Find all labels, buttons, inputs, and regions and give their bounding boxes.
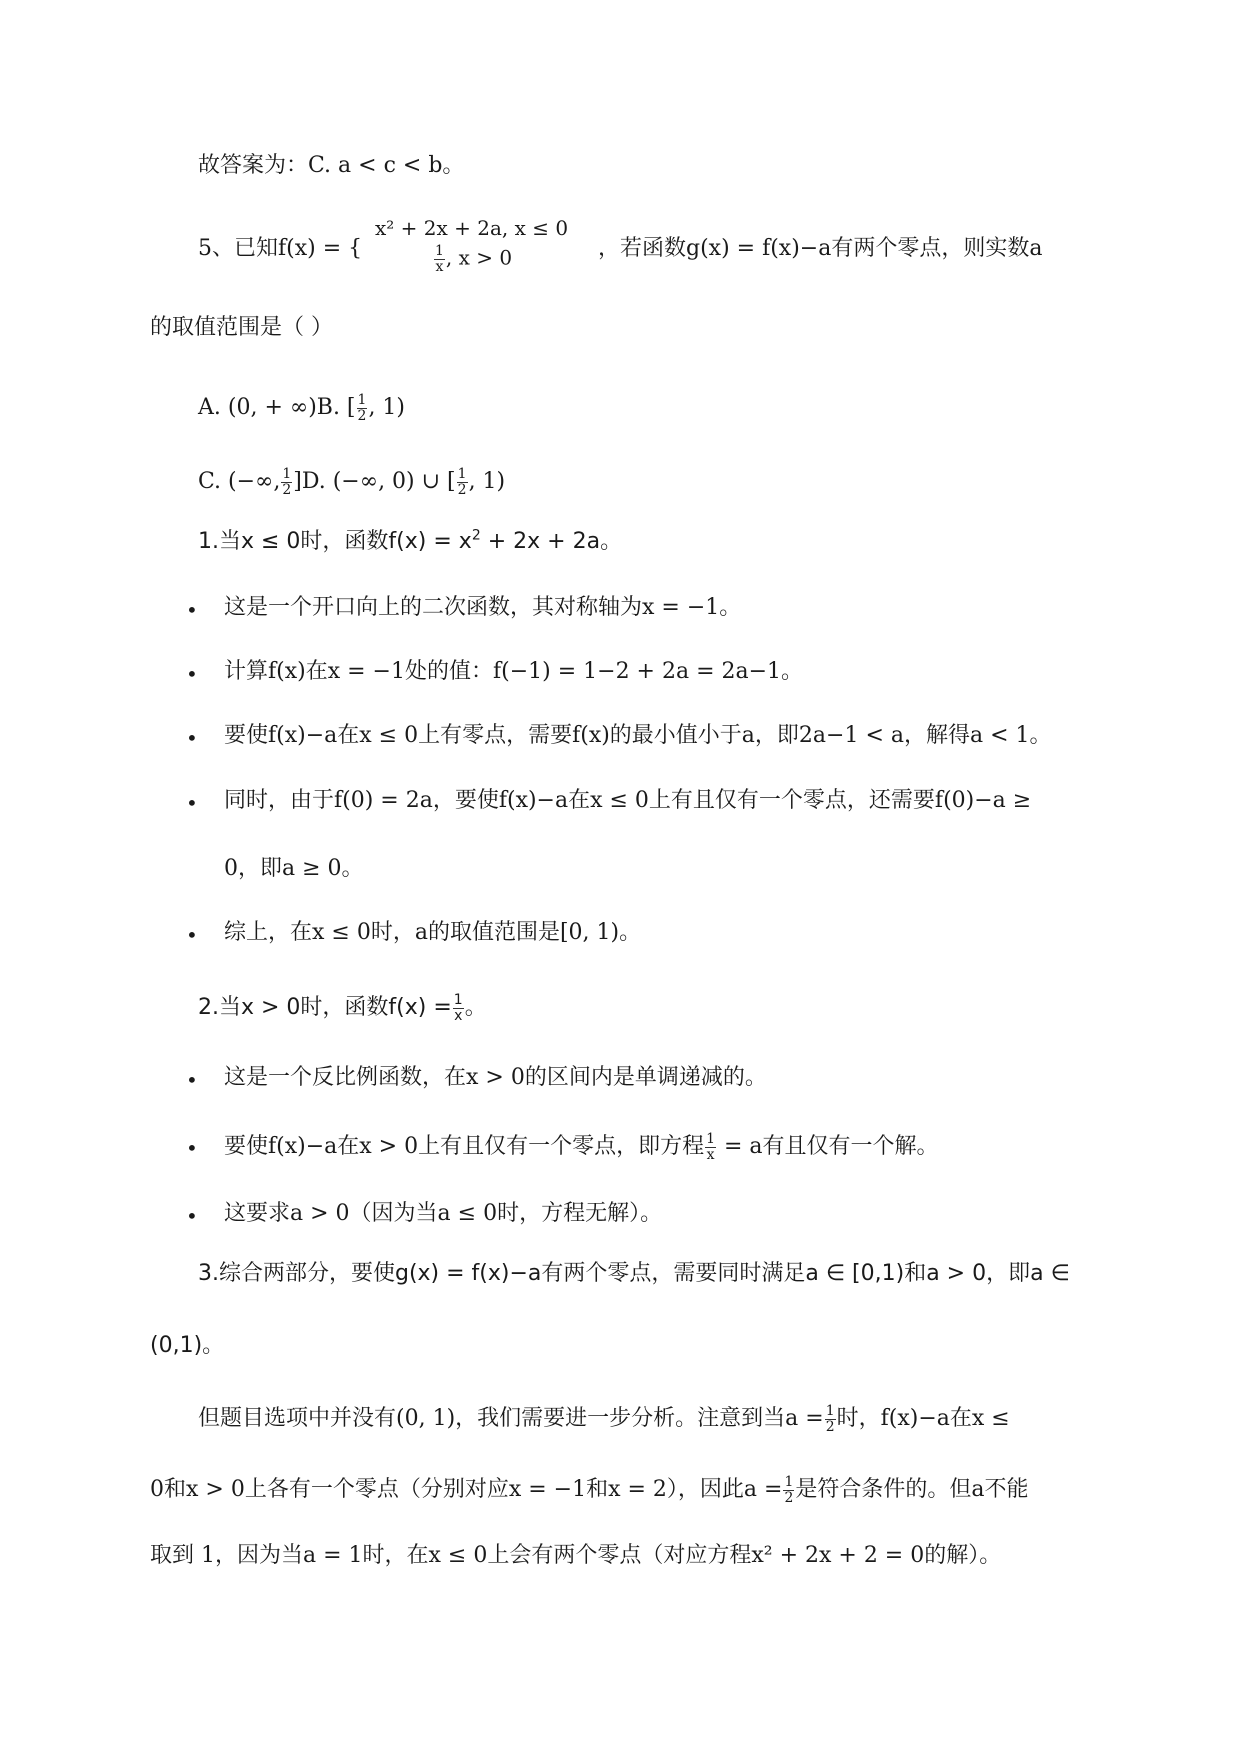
piecewise-case-2: $\frac{1}{x}$ , x > 0 xyxy=(435,243,513,275)
bullet-text: 计算f(x)在x = −1处的值：f(−1) = 1−2 + 2a = 2a−1。 xyxy=(224,659,804,684)
piecewise-case-1: x² + 2x + 2a, x ≤ 0 xyxy=(375,216,569,240)
bullet-icon: • xyxy=(186,598,198,622)
step-3-heading: 3.综合两部分，要使g(x) = f(x)−a有两个零点，需要同时满足a ∈ [0,1)和a > 0，即a ∈ xyxy=(198,1261,1070,1286)
piecewise-fraction: $\frac{1}{x}$ xyxy=(435,243,444,275)
bullet-text: 这要求a > 0（因为当a ≤ 0时，方程无解）。 xyxy=(224,1201,663,1226)
bullet-icon: • xyxy=(186,791,198,815)
bullet-text: 综上，在x ≤ 0时，a的取值范围是[0, 1)。 xyxy=(224,920,642,945)
question-5-lead: 5、已知f(x) = { xyxy=(198,236,363,261)
bullet-text: 这是一个开口向上的二次函数，其对称轴为x = −1。 xyxy=(224,595,742,620)
answer-line: 故答案为：C. a < c < b。 xyxy=(198,153,465,178)
bullet-icon: • xyxy=(186,662,198,686)
bullet-icon: • xyxy=(186,1068,198,1092)
step-3-continuation: (0,1)。 xyxy=(150,1333,225,1358)
bullet-icon: • xyxy=(186,1136,198,1160)
step-2-heading: 2.当x > 0时，函数f(x) = $\frac{1}{x}$ 。 xyxy=(198,992,487,1024)
bullet-text: 要使f(x)−a在x ≤ 0上有零点，需要f(x)的最小值小于a，即2a−1 < a，解得a < 1。 xyxy=(224,723,1052,748)
bullet-text: 要使f(x)−a在x > 0上有且仅有一个零点，即方程 $\frac{1}{x}$ = a有且仅有一个解。 xyxy=(224,1131,939,1163)
question-5-tail: ，若函数g(x) = f(x)−a有两个零点，则实数a xyxy=(598,236,1043,261)
bullet-icon: • xyxy=(186,1204,198,1228)
question-5-continuation: 的取值范围是（ ） xyxy=(150,315,333,340)
options-c-d: C. (−∞, $\frac{1}{2}$ ]D. (−∞, 0) ∪ [ $\frac{1}{2}$ , 1) xyxy=(198,466,506,498)
bullet-text: 同时，由于f(0) = 2a，要使f(x)−a在x ≤ 0上有且仅有一个零点，还需要f(0)−a ≥ xyxy=(224,788,1032,813)
bullet-text-continuation: 0，即a ≥ 0。 xyxy=(224,856,364,881)
step-1-heading: 1.当x ≤ 0时，函数$f(x) = x^2 + 2x + 2a$。 xyxy=(198,527,623,554)
analysis-line-2: 0和x > 0上各有一个零点（分别对应x = −1和x = 2），因此a = $\frac{1}{2}$ 是符合条件的。但a不能 xyxy=(150,1474,1029,1506)
bullet-icon: • xyxy=(186,923,198,947)
bullet-icon: • xyxy=(186,726,198,750)
options-a-b: A. (0, + ∞)B. [ $\frac{1}{2}$ , 1) xyxy=(198,392,406,424)
analysis-line-1: 但题目选项中并没有(0, 1)，我们需要进一步分析。注意到当a = $\frac{1}{2}$ 时，f(x)−a在x ≤ xyxy=(198,1403,1010,1435)
bullet-text: 这是一个反比例函数，在x > 0的区间内是单调递减的。 xyxy=(224,1065,767,1090)
analysis-line-3: 取到 1，因为当a = 1时，在x ≤ 0上会有两个零点（对应方程x² + 2x + 2 = 0的解）。 xyxy=(150,1543,1002,1568)
